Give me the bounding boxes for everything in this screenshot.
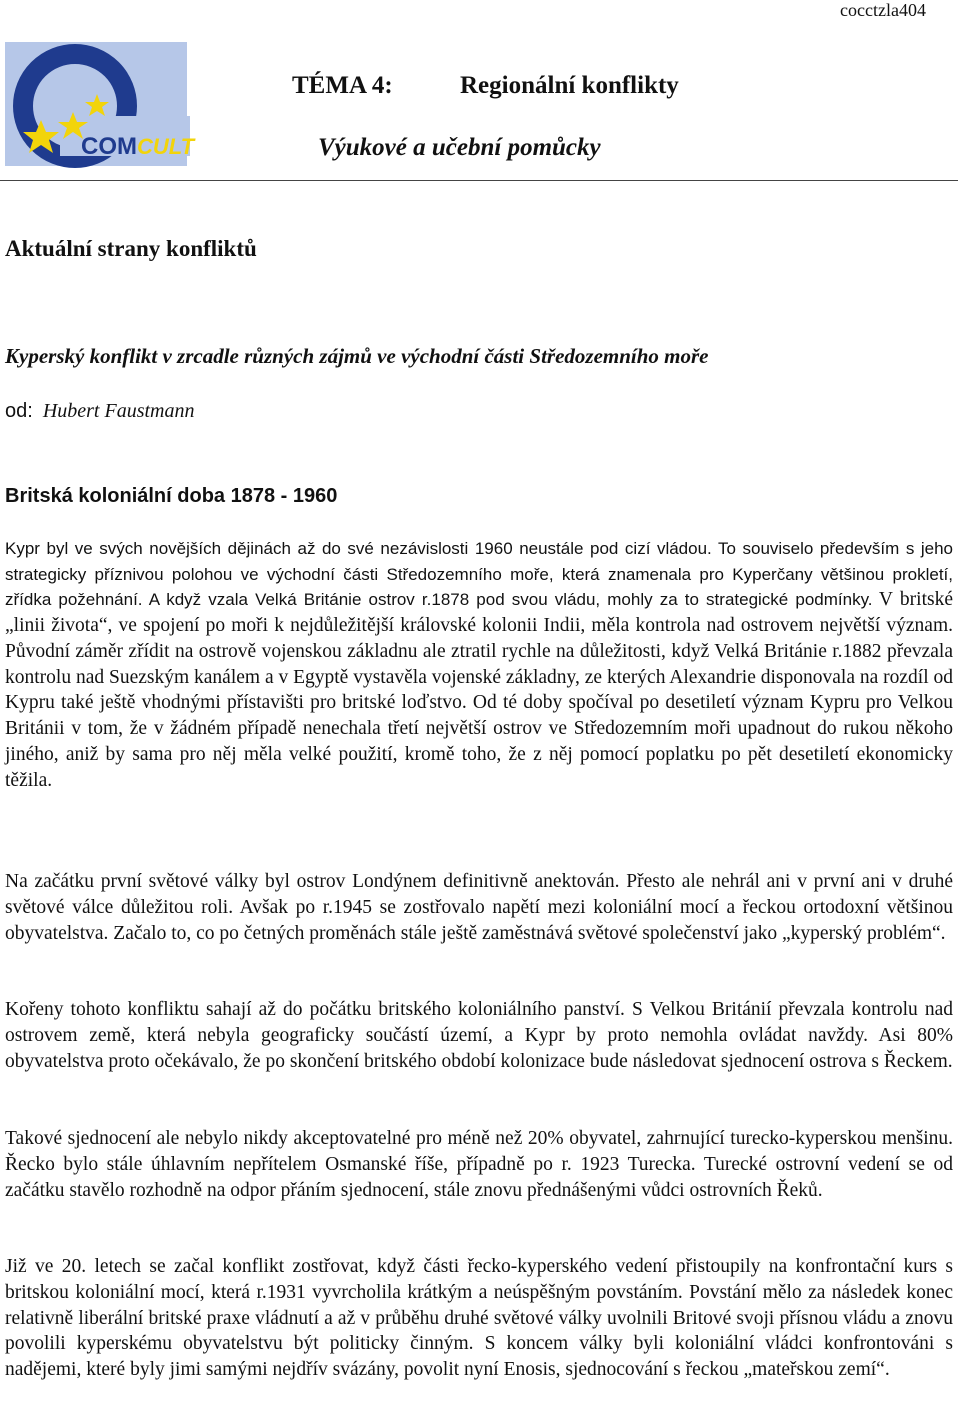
document-id: cocctzla404: [840, 0, 926, 20]
paragraph-1: [5, 536, 953, 794]
section-heading: Britská koloniální doba 1878 - 1960: [5, 485, 338, 507]
paragraph-5: Již ve 20. letech se začal konflikt zostřovat, když části řecko-kyperského vedení přistoupily na konfrontační kurs s britskou koloniální mocí, která r.1931 vyvrcholila krátkým a neúspěšným povstáním. Povstání mělo za následek konec relativně liberální britské praxe vládnutí a až v průběhu druhé světové války uvolnili Britové svoji přísnou vládu a znovu povolili kyperskému obyvatelstvu být politicky činným. S koncem války byli koloniální vládci konfrontováni s nadějemi, které byly jimi samými nejdřív svázány, povolit nyní Enosis, sjednocování s řeckou „mateřskou zemí“.: [5, 1256, 953, 1381]
topic-label: TÉMA 4:: [292, 72, 393, 99]
comcult-logo: [5, 42, 195, 166]
svg-text:COM: COM: [81, 133, 137, 160]
header-divider: [0, 180, 958, 181]
paragraph-1-part-b: V britské „linii života“, ve spojení po moři k nejdůležitější královské kolonii Indii, měla kontrola nad ostrovem největší význam. Původní záměr zřídit na ostrově vojenskou základnu ale ztratil rychle na důležitosti, když Velká Británie r.1882 převzala kontrolu nad Suezským kanálem a v Egyptě vystavěla vojenské základny, ze kterých Alexandrie disponovala na rozdíl od Kypru také ještě vhodnými přístavišti pro britské loďstvo. Od té doby spočíval po desetiletí význam Kypru pro Velkou Británii v tom, že v žádném případě nenechala třetí největší ostrov ve Středozemním moři upadnout do rukou někoho jiného, aniž by sama pro něj měla velké použití, kromě toho, že z něj pomocí poplatku po pět desetiletí ekonomicky těžila.: [5, 589, 953, 791]
author-line: [5, 400, 194, 423]
paragraph-3: Kořeny tohoto konfliktu sahají až do počátku britského koloniálního panství. S Velkou Británií převzala kontrolu nad ostrovem země, která nebyla geograficky součástí území, a Kypr by proto nemohla ovládat navždy. Asi 80% obyvatelstva proto očekávalo, že po skončení britského období kolonizace bude následovat sjednocení ostrova s Řeckem.: [5, 999, 953, 1072]
topic-title: Regionální konflikty: [460, 72, 679, 99]
topic-heading: [292, 72, 679, 100]
main-heading: Aktuální strany konfliktů: [5, 236, 257, 261]
paragraph-2: Na začátku první světové války byl ostrov Londýnem definitivně anektován. Přesto ale nehrál ani v první ani v druhé světové válce důležitou roli. Avšak po r.1945 se zostřovalo napětí mezi koloniální mocí a řeckou ortodoxní většinou obyvatelstva. Začalo to, co po četných proměnách stále ještě zaměstnává světové společenství jako „kyperský problém“.: [5, 871, 953, 944]
paragraph-4: Takové sjednocení ale nebylo nikdy akceptovatelné pro méně než 20% obyvatel, zahrnující turecko-kyperskou menšinu. Řecko bylo stále úhlavním nepřítelem Osmanské říše, případně po r. 1923 Turecka. Turecké ostrovní vedení se od začátku stavělo rozhodně na odpor přáním sjednocení, stále znovu přednášenými vůdci ostrovních Řeků.: [5, 1128, 953, 1201]
article-title: Kyperský konflikt v zrcadle různých zájmů ve východní části Středozemního moře: [5, 344, 709, 368]
author-name: Hubert Faustmann: [42, 400, 195, 422]
paragraph-1-part-a: Kypr byl ve svých novějších dějinách až do své nezávislosti 1960 neustále pod cizí vládou. To souviselo především s jeho strategicky příznivou polohou ve východní části Středozemního moře, která znamenala pro Kyperčany většinou prokletí, zřídka požehnání. A když vzala Velká Británie ostrov r.1878 pod svou vládu, mohly za to strategické podmínky.: [5, 539, 953, 610]
subtitle: Výukové a učební pomůcky: [318, 134, 601, 161]
author-label: od:: [5, 400, 33, 422]
svg-text:CULT: CULT: [137, 134, 195, 159]
